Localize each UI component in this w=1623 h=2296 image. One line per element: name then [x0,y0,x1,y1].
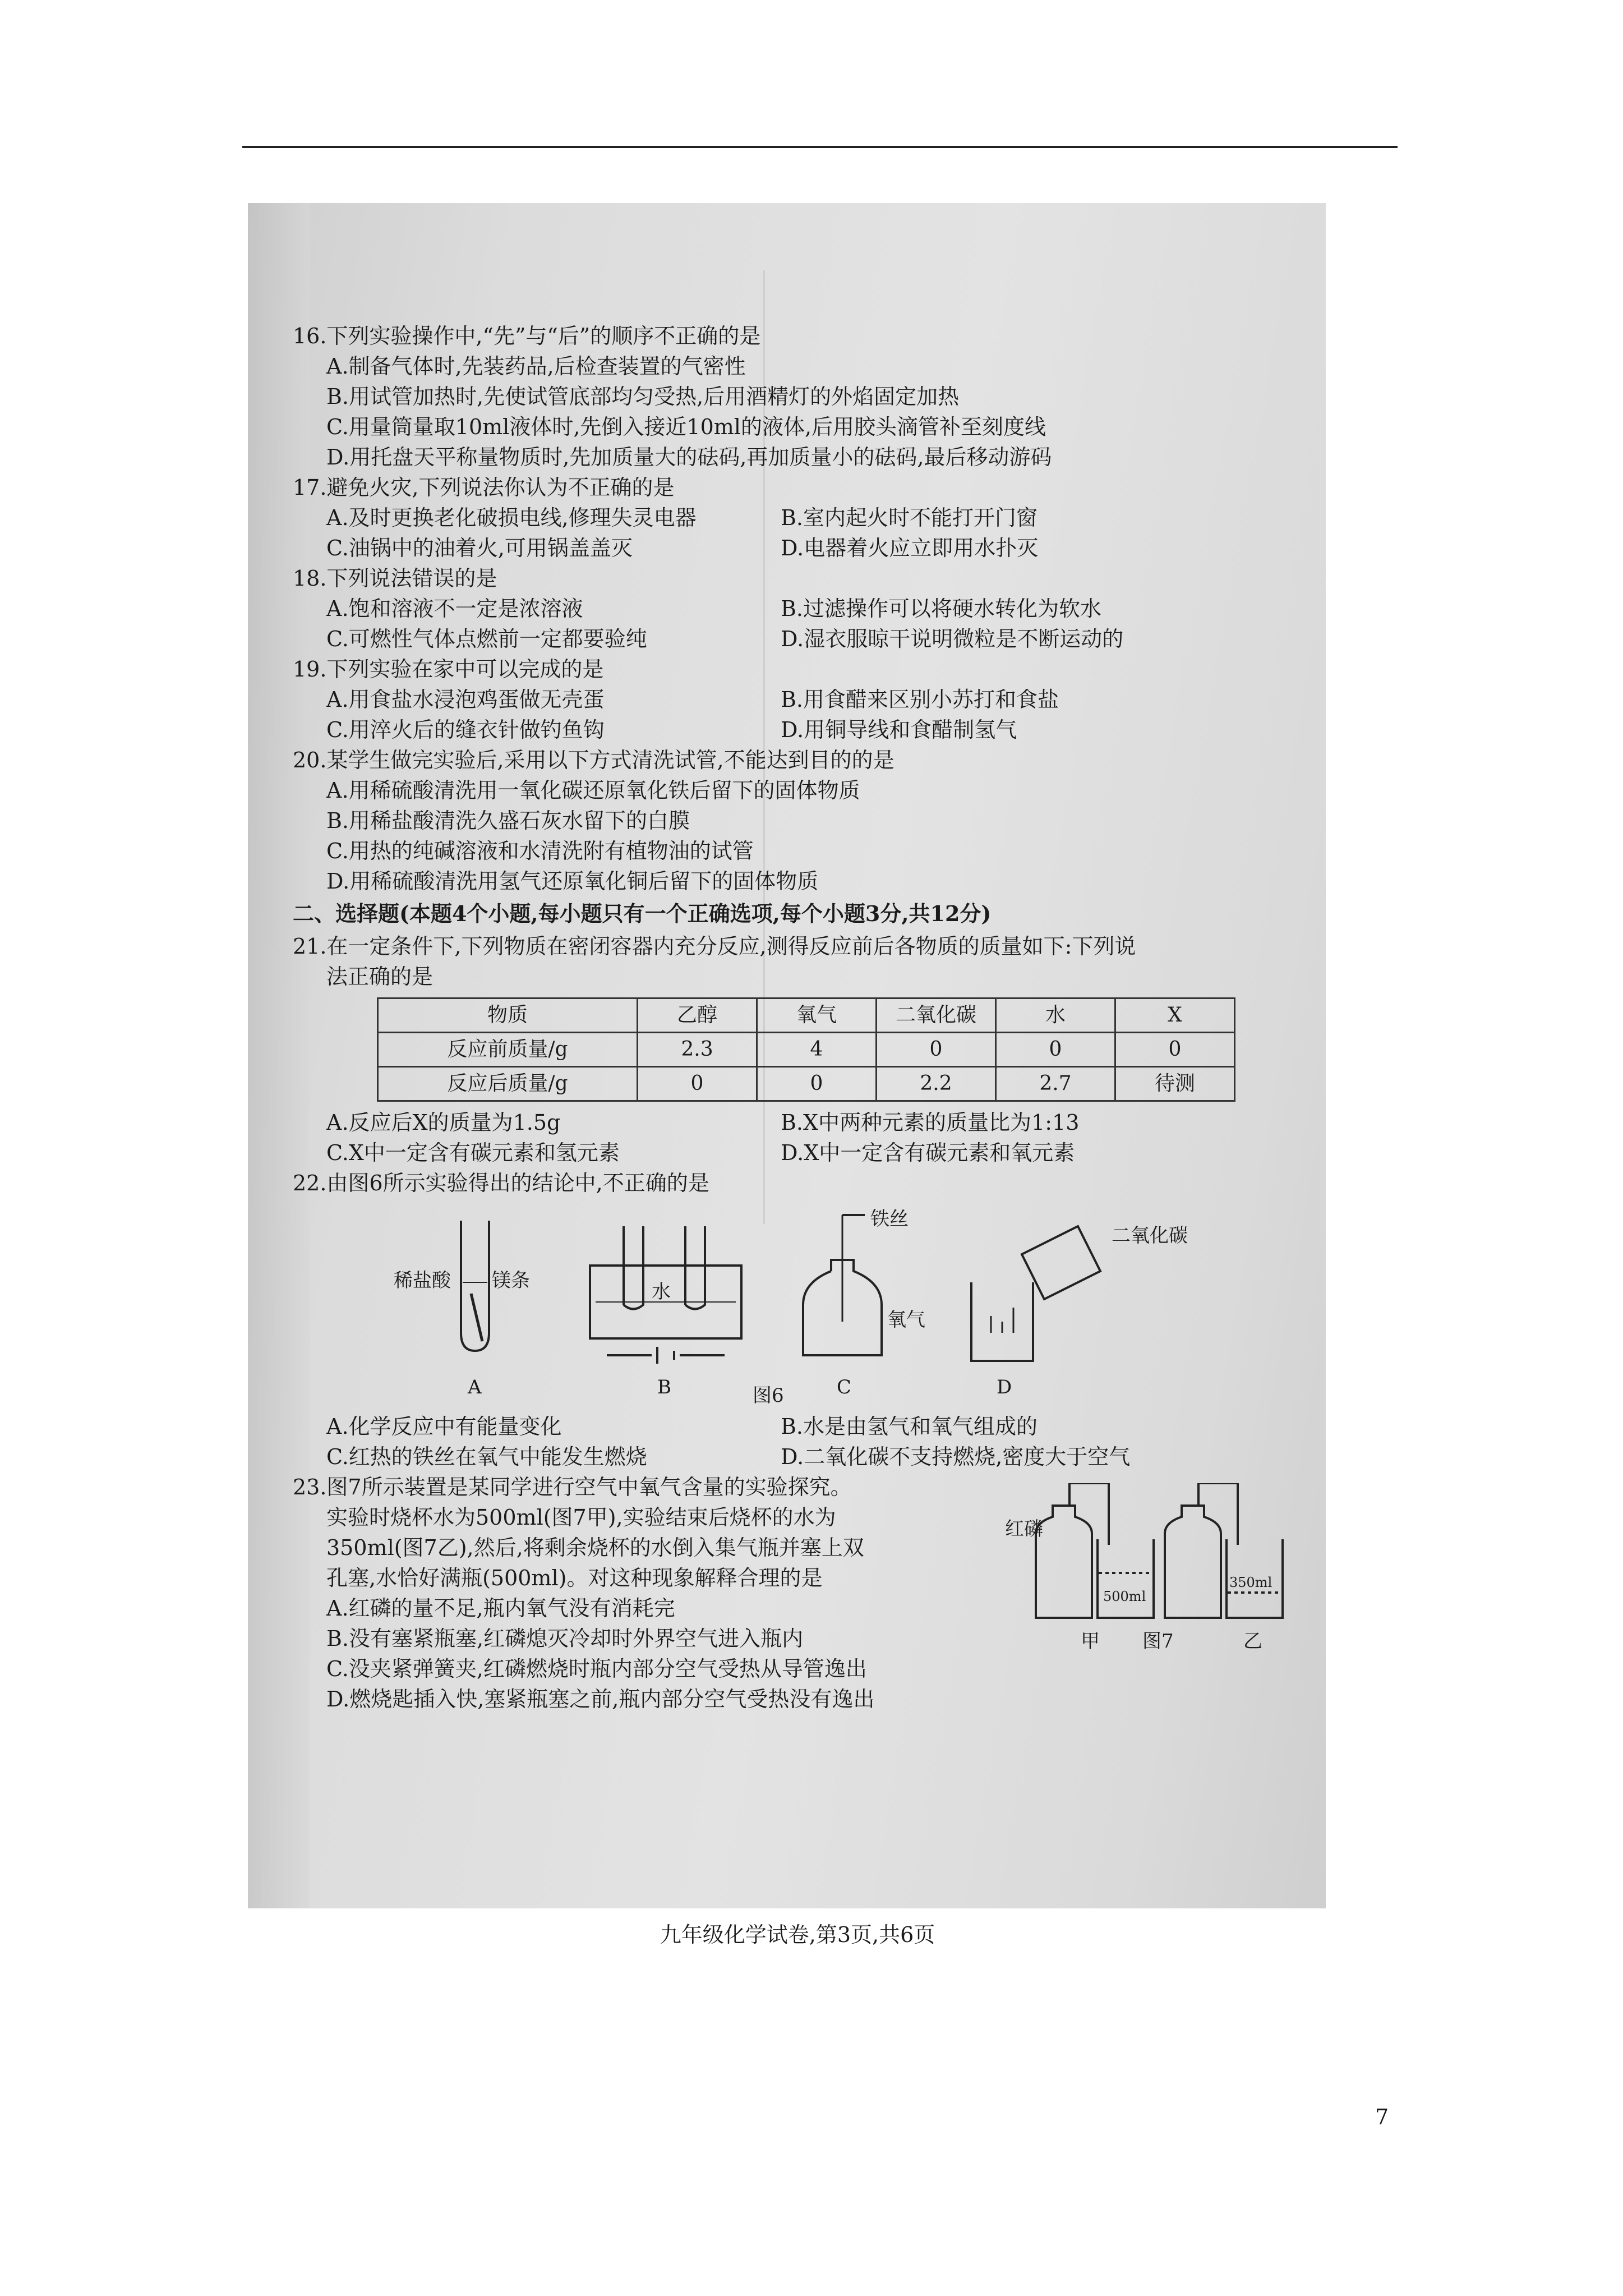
label-red-phosphorus: 红磷 [1005,1518,1043,1540]
q16-option-c: C.用量筒量取10ml液体时,先倒入接近10ml的液体,后用胶头滴管补至刻度线 [326,415,1046,439]
exam-sheet [293,321,1302,1947]
q21-option-a: A.反应后X的质量为1.5g [326,1110,561,1135]
q21-option-c: C.X中一定含有碳元素和氢元素 [326,1140,620,1165]
q22-option-c: C.红热的铁丝在氧气中能发生燃烧 [326,1444,647,1469]
test-tube-icon [461,1221,489,1351]
figure-6 [293,1204,1302,1406]
q23-stem-line2: 实验时烧杯水为500ml(图7甲),实验结束后烧杯的水为 [326,1505,836,1530]
table-header-cell: X [1115,999,1235,1033]
table-cell: 0 [996,1033,1115,1067]
q18-option-c: C.可燃性气体点燃前一定都要验纯 [326,627,647,651]
q19-options-row2 [293,715,1302,745]
candle-icon [991,1308,1013,1333]
table-cell: 0 [757,1067,877,1101]
label-part-b: B [657,1376,671,1398]
gas-jar-icon [1036,1506,1092,1618]
q17-option-a: A.及时更换老化破损电线,修理失灵电器 [326,505,697,530]
q18-options-row1 [293,593,1302,624]
label-co2: 二氧化碳 [1112,1225,1188,1247]
section-heading: 二、选择题(本题4个小题,每小题只有一个正确选项,每个小题3分,共12分) [293,901,992,926]
table-cell: 0 [638,1067,757,1101]
exam-footer: 九年级化学试卷,第3页,共6页 [660,1922,935,1947]
q20-option-c: C.用热的纯碱溶液和水清洗附有植物油的试管 [326,839,754,863]
q21-stem-line1: 21.在一定条件下,下列物质在密闭容器内充分反应,测得反应前后各物质的质量如下:下列说 [293,934,1136,959]
label-water: 水 [652,1281,671,1303]
q20-stem: 20.某学生做完实验后,采用以下方式清洗试管,不能达到目的的是 [293,748,895,772]
q21-options-row1 [293,1107,1302,1138]
battery-icon [607,1347,725,1364]
q23-option-d: D.燃烧匙插入快,塞紧瓶塞之前,瓶内部分空气受热没有逸出 [326,1687,875,1711]
table-cell: 0 [1115,1033,1235,1067]
label-acid: 稀盐酸 [394,1269,451,1292]
q18-stem: 18.下列说法错误的是 [293,566,497,591]
q17-option-b: B.室内起火时不能打开门窗 [781,505,1038,530]
q17-options-row2 [293,533,1302,563]
table-cell: 2.2 [877,1067,996,1101]
label-part-a: A [468,1376,482,1398]
q18-option-d: D.湿衣服晾干说明微粒是不断运动的 [781,627,1124,651]
q22-option-a: A.化学反应中有能量变化 [326,1414,562,1439]
table-row [378,1067,1235,1101]
q16-option-d: D.用托盘天平称量物质时,先加质量大的砝码,再加质量小的砝码,最后移动游码 [326,445,1052,470]
q22-options-row2 [293,1442,1302,1472]
q18-option-b: B.过滤操作可以将硬水转化为软水 [781,596,1102,621]
q23-stem-line4: 孔塞,水恰好满瓶(500ml)。对这种现象解释合理的是 [326,1566,823,1590]
table-cell: 反应后质量/g [378,1067,638,1101]
q22-option-b: B.水是由氢气和氧气组成的 [781,1414,1038,1439]
q19-option-b: B.用食醋来区别小苏打和食盐 [781,687,1059,712]
q22-option-d: D.二氧化碳不支持燃烧,密度大于空气 [781,1444,1131,1469]
table-cell: 2.3 [638,1033,757,1067]
table-cell: 待测 [1115,1067,1235,1101]
exam-photo [248,203,1326,1947]
table-cell: 反应前质量/g [378,1033,638,1067]
q23-stem-line3: 350ml(图7乙),然后,将剩余烧杯的水倒入集气瓶并塞上双 [326,1535,864,1560]
page-number: 7 [1375,2105,1389,2129]
q17-stem: 17.避免火灾,下列说法你认为不正确的是 [293,475,675,500]
table-cell: 2.7 [996,1067,1115,1101]
figure-6-caption: 图6 [753,1384,784,1407]
table-header-cell: 乙醇 [638,999,757,1033]
q21-option-b: B.X中两种元素的质量比为1:13 [781,1110,1080,1135]
label-oxygen: 氧气 [887,1309,925,1331]
q17-option-c: C.油锅中的油着火,可用锅盖盖灭 [326,536,633,560]
q16-option-a: A.制备气体时,先装药品,后检查装置的气密性 [326,354,746,379]
q16-stem: 16.下列实验操作中,“先”与“后”的顺序不正确的是 [293,324,761,348]
figure-7 [1005,1483,1294,1659]
q23-option-a: A.红磷的量不足,瓶内氧气没有消耗完 [326,1596,675,1621]
gas-jar-icon [1165,1506,1221,1618]
table-header-cell: 水 [996,999,1115,1033]
q21-stem-line2: 法正确的是 [326,964,434,989]
q20-option-a: A.用稀硫酸清洗用一氧化碳还原氧化铁后留下的固体物质 [326,778,860,803]
label-yi: 乙 [1243,1630,1262,1653]
header-rule [242,146,1398,148]
tube-icon [624,1226,643,1309]
table-row [378,1033,1235,1067]
table-cell: 0 [877,1033,996,1067]
table-header-cell: 物质 [378,999,638,1033]
table-header-row [378,999,1235,1033]
q21-option-d: D.X中一定含有碳元素和氧元素 [781,1140,1075,1165]
label-part-d: D [997,1376,1012,1398]
q19-option-d: D.用铜导线和食醋制氢气 [781,717,1017,742]
table-header-cell: 二氧化碳 [877,999,996,1033]
table-cell: 4 [757,1033,877,1067]
q19-stem: 19.下列实验在家中可以完成的是 [293,657,604,682]
q17-options-row1 [293,503,1302,533]
q21-options-row2 [293,1138,1302,1168]
q22-stem: 22.由图6所示实验得出的结论中,不正确的是 [293,1171,709,1195]
q20-option-b: B.用稀盐酸清洗久盛石灰水留下的白膜 [326,808,690,833]
q22-options-row1 [293,1411,1302,1442]
table-header-cell: 氧气 [757,999,877,1033]
label-350ml: 350ml [1229,1575,1272,1590]
figure-7-caption: 图7 [1142,1630,1174,1653]
q23-block [293,1472,1302,1714]
q17-option-d: D.电器着火应立即用水扑灭 [781,536,1039,560]
q18-options-row2 [293,624,1302,654]
label-iron-wire: 铁丝 [870,1208,909,1230]
q23-option-c: C.没夹紧弹簧夹,红磷燃烧时瓶内部分空气受热从导管逸出 [326,1657,867,1681]
mass-table [377,997,1235,1102]
q18-option-a: A.饱和溶液不一定是浓溶液 [326,596,583,621]
q23-option-b: B.没有塞紧瓶塞,红磷熄灭冷却时外界空气进入瓶内 [326,1626,804,1651]
label-magnesium: 镁条 [492,1269,530,1292]
label-jia: 甲 [1081,1630,1100,1653]
q19-option-c: C.用淬火后的缝衣针做钓鱼钩 [326,717,605,742]
label-part-c: C [837,1376,852,1398]
q16-option-b: B.用试管加热时,先使试管底部均匀受热,后用酒精灯的外焰固定加热 [326,384,960,409]
q19-options-row1 [293,684,1302,715]
q20-option-d: D.用稀硫酸清洗用氢气还原氧化铜后留下的固体物质 [326,869,819,894]
label-500ml: 500ml [1103,1589,1146,1604]
q23-stem-line1: 23.图7所示装置是某同学进行空气中氧气含量的实验探究。 [293,1475,852,1499]
q19-option-a: A.用食盐水浸泡鸡蛋做无壳蛋 [326,687,605,712]
